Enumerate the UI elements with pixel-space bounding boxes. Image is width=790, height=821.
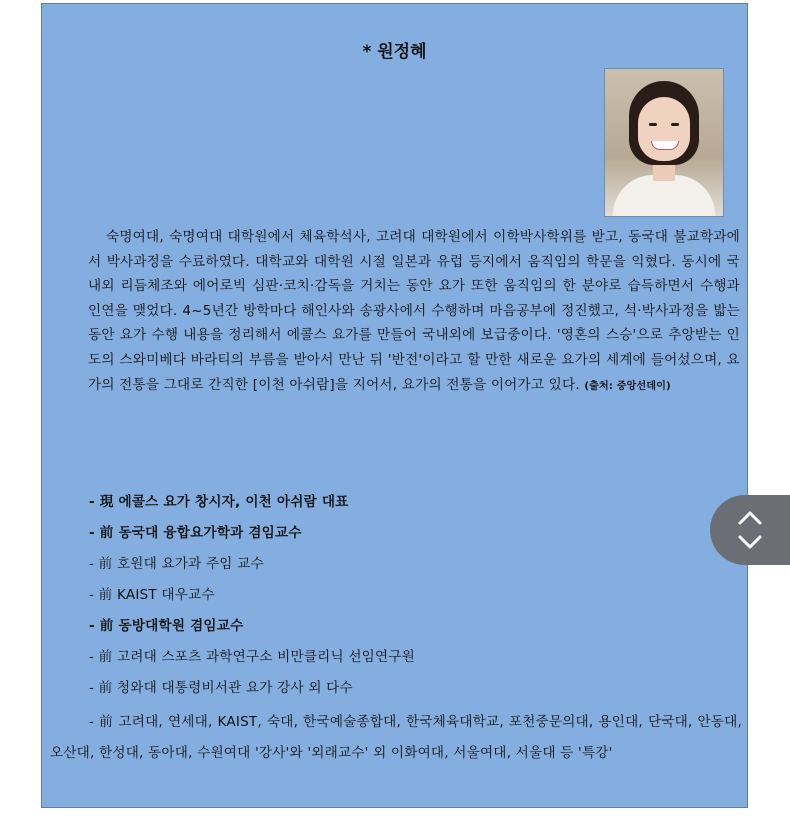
photo-eye-right: [671, 123, 679, 126]
photo-eye-left: [649, 123, 657, 126]
bio-source: (출처: 중앙선데이): [584, 380, 671, 392]
career-item-6: - 前 고려대 스포츠 과학연구소 비만클리닉 선임연구원: [89, 649, 415, 665]
chevron-up-icon[interactable]: [737, 510, 763, 526]
scroll-control-button[interactable]: [710, 495, 790, 565]
bio-text: 숙명여대, 숙명여대 대학원에서 체육학석사, 고려대 대학원에서 이학박사학위를 받고, 동국대 불교학과에서 박사과정을 수료하였다. 대학교와 대학원 시절 일본과 유럽 등지에서 움직임의 학문을 익혔다. 동시에 국내외 리듬체조와 에어로빅 심판·코치·감독을 거치는 동안 요가 또한 움직임의 한 분야로 습득하면서 수행과 인연을 맺었다. 4~5년간 방학마다 해인사와 송광사에서 수행하며 마음공부에 정진했고, 석·박사과정을 밟는 동안 요가 수행 내용을 정리해서 에콜스 요가를 만들어 국내외에 보급중이다. '영혼의 스승'으로 추앙받는 인도의 스와미베다 바라티의 부름을 받아서 만난 뒤 '반전'이라고 할 만한 새로운 요가의 세계에 들어섰으며, 요가의 전통을 그대로 간직한 [이천 아쉬람]을 지어서, 요가의 전통을 이어가고 있다.: [88, 229, 740, 393]
career-item-5: - 前 동방대학원 겸임교수: [89, 618, 244, 634]
career-item-3: - 前 호원대 요가과 주임 교수: [89, 556, 264, 572]
profile-panel: [41, 3, 748, 808]
portrait-photo: [604, 68, 724, 217]
career-item-2: - 前 동국대 융합요가학과 겸임교수: [89, 525, 302, 541]
career-item-7: - 前 청와대 대통령비서관 요가 강사 외 다수: [89, 680, 353, 696]
photo-face: [638, 97, 690, 161]
career-item-4: - 前 KAIST 대우교수: [89, 587, 215, 603]
chevron-down-icon[interactable]: [737, 534, 763, 550]
lecture-paragraph: - 前 고려대, 연세대, KAIST, 숙대, 한국예술종합대, 한국체육대학교, 포천중문의대, 용인대, 단국대, 안동대, 오산대, 한성대, 동아대, 수원여대 '강사'와 '외래교수' 외 이화여대, 서울여대, 서울대 등 '특강': [50, 714, 742, 761]
profile-name: * 원정혜: [362, 42, 427, 62]
photo-shoulders: [613, 175, 715, 217]
career-item-1: - 現 에콜스 요가 창시자, 이천 아쉬람 대표: [89, 494, 349, 510]
bio-paragraph: [88, 225, 740, 399]
